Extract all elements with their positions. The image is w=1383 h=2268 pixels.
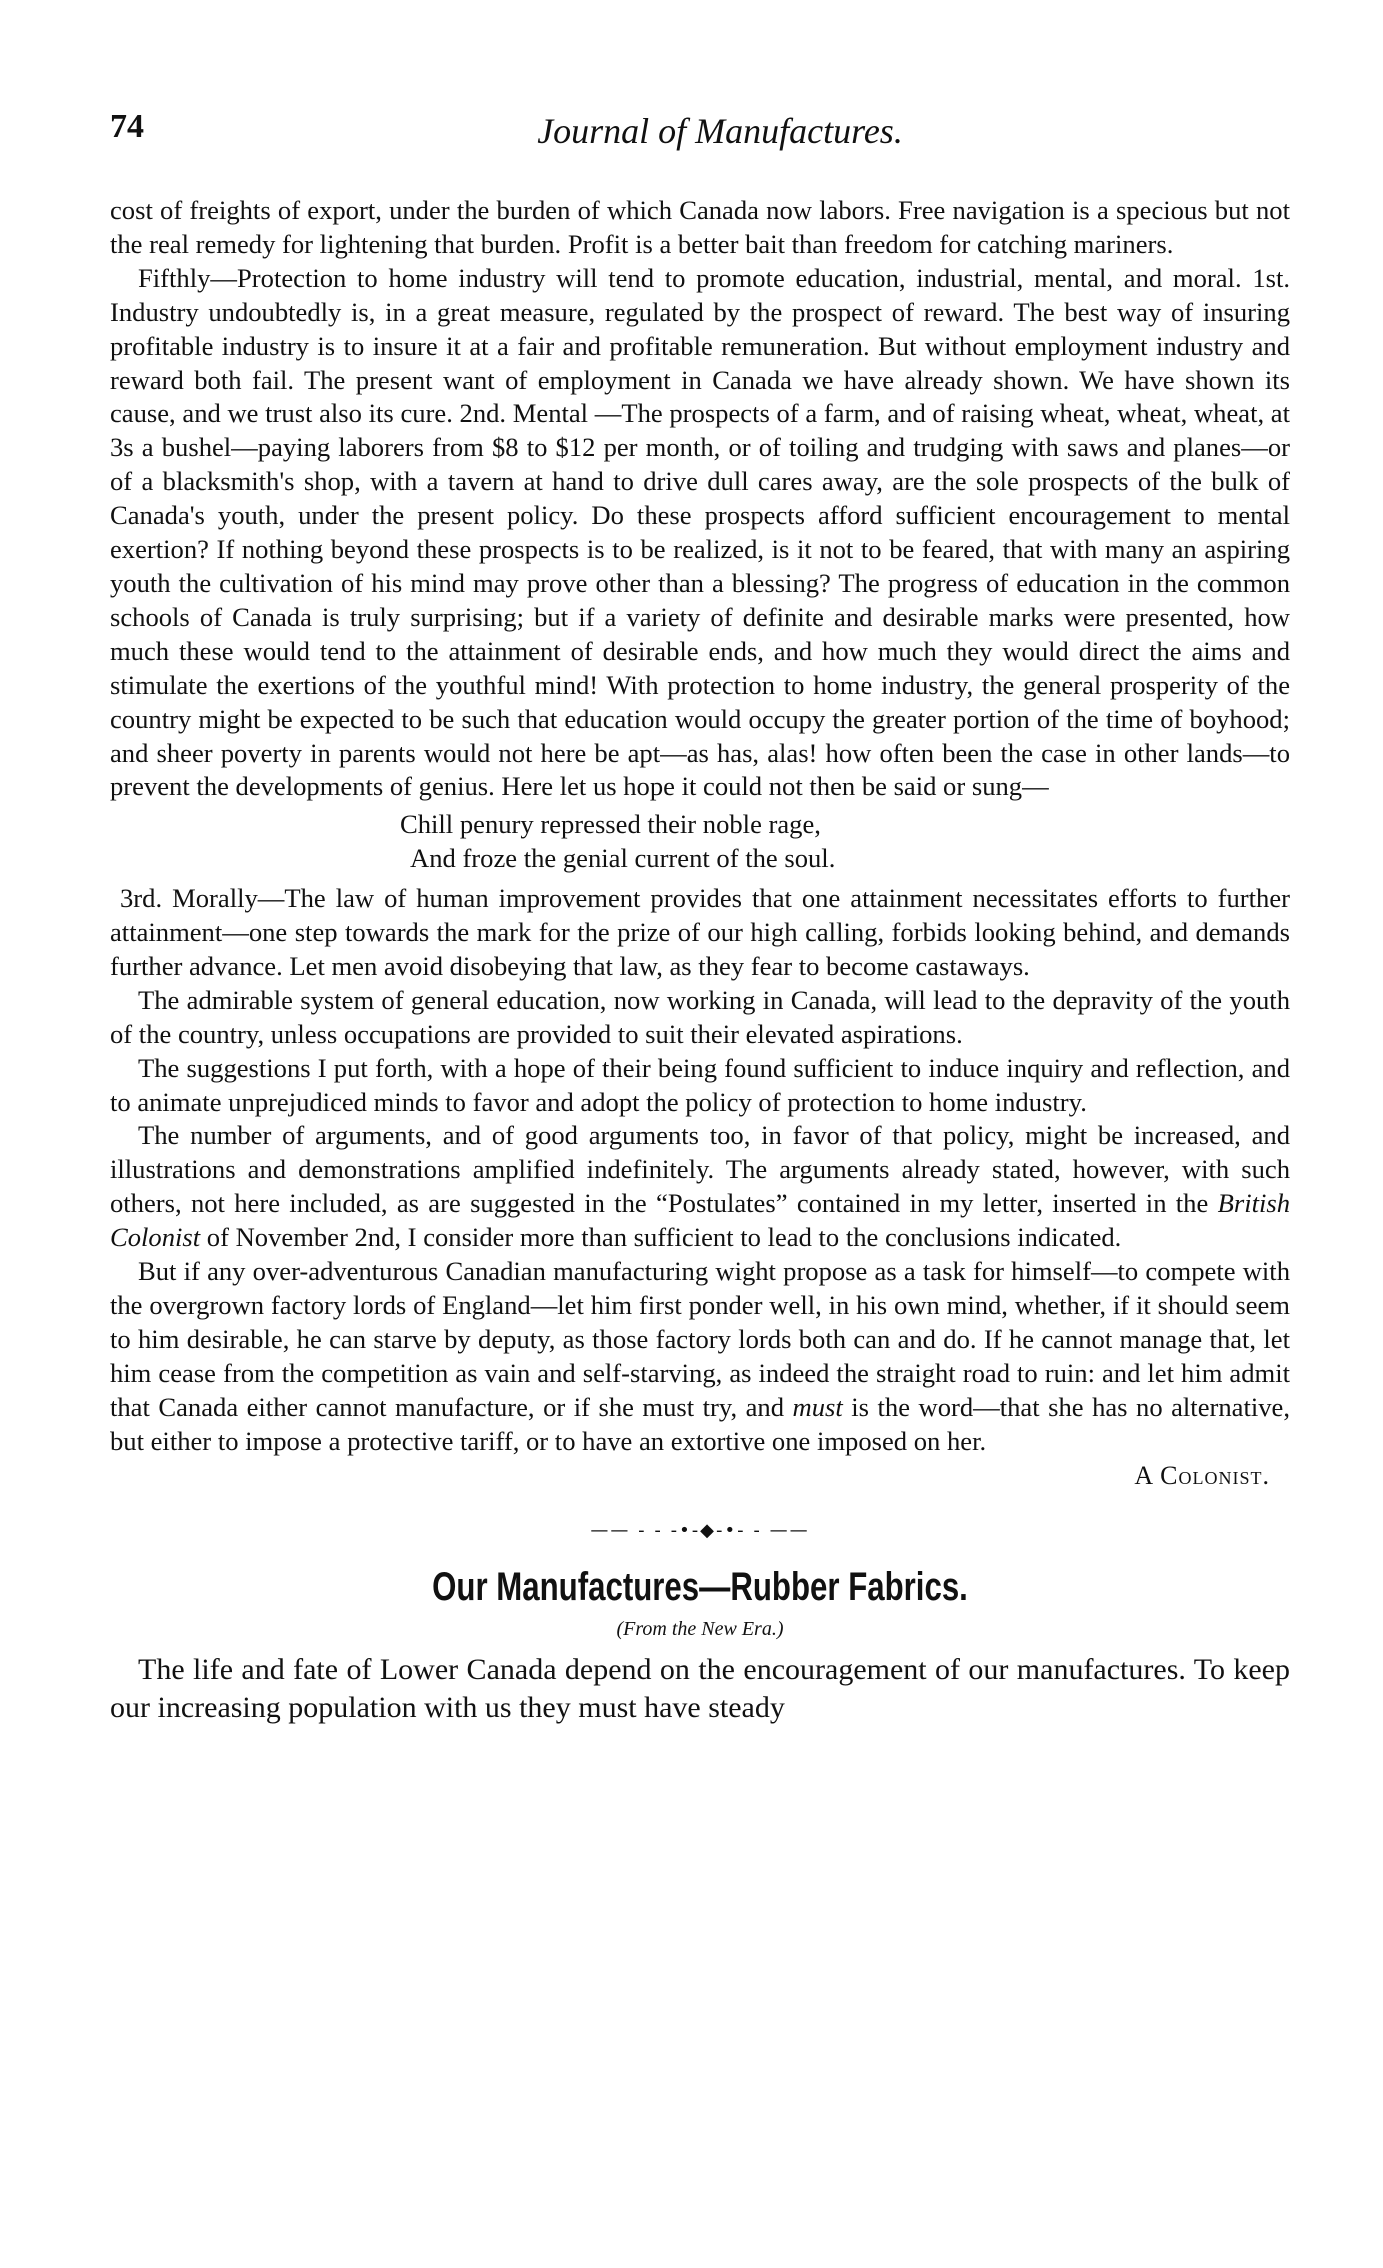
page-number: 74 (110, 108, 144, 145)
verse-quotation (110, 808, 1290, 876)
but-text-a: But if any over-adventurous Canadian manufacturing wight propose as a task for himself—to compete with the overgrown factory lords of England—let him first ponder well, in his own mind, whether, if it should seem to him desirable, he can starve by deputy, as those factory lords both can and do. If he cannot manage that, let him cease from the competition as vain and self-starving, as indeed the straight road to ruin: and let him admit that Canada either cannot manufacture, or if she must try, and (110, 1256, 1290, 1422)
article-body (110, 1651, 1290, 1727)
paragraph-fifthly: Fifthly—Protection to home industry will tend to promote education, industrial, mental, and moral. 1st. Industry undoubtedly is, in a great measure, regulated by the prospect of reward. The best way of insuring profitable industry is to insure it at a fair and profitable remuneration. But without employment industry and reward both fail. The present want of employment in Canada we have already shown. We have shown its cause, and we trust also its cure. 2nd. Mental —The prospects of a farm, and of raising wheat, wheat, wheat, at 3s a bushel—paying laborers from $8 to $12 per month, or of toiling and trudging with saws and planes—or of a blacksmith's shop, with a tavern at hand to drive dull cares away, are the sole prospects of the bulk of Canada's youth, under the present policy. Do these prospects afford sufficient encouragement to mental exertion? If nothing beyond these prospects is to be realized, is it not to be feared, that with many an aspiring youth the cultivation of his mind may prove other than a blessing? The progress of education in the common schools of Canada is truly surprising; but if a variety of definite and desirable marks were presented, how much these would tend to the attainment of desirable ends, and how much they would direct the aims and stimulate the exertions of the youthful mind! With protection to home industry, the general prosperity of the country might be expected to be such that education would occupy the greater portion of the time of boyhood; and sheer poverty in parents would not here be apt—as has, alas! how often been the case in other lands—to prevent the developments of genius. Here let us hope it could not then be said or sung— (110, 262, 1290, 802)
paragraph-but-if (110, 1255, 1290, 1458)
emphasis-must: must (792, 1391, 843, 1422)
page (110, 108, 1290, 1727)
letter-body (110, 194, 1290, 1492)
article-paragraph-1: The life and fate of Lower Canada depend on the encouragement of our manufactures. To keep our increasing population with us they must have steady (110, 1653, 1290, 1725)
section-divider: —— - - -•-◆-•- - —— (590, 1520, 810, 1542)
signature: A Colonist. (1134, 1460, 1270, 1490)
paragraph-suggestions: The suggestions I put forth, with a hope of their being found sufficient to induce inquiry and reflection, and to animate unprejudiced minds to favor and adopt the policy of protection to home industry. (110, 1052, 1290, 1117)
newspaper-title: British Colonist (110, 1188, 1290, 1253)
but-text-b: is the word—that she has no alternative, but either to impose a protective tariff, or to have an extortive one imposed on her. (110, 1391, 1290, 1456)
verse-line-1: Chill penury repressed their noble rage, (400, 809, 821, 840)
number-text-b: of November 2nd, I consider more than sufficient to lead to the conclusions indicated. (200, 1222, 1122, 1253)
paragraph-third-morally: 3rd. Morally—The law of human improvement provides that one attainment necessitates efforts to further attainment—one step towards the mark for the prize of our high calling, forbids looking behind, and demands further advance. Let men avoid disobeying that law, as they fear to become castaways. (110, 883, 1290, 981)
article-source: (From the New Era.) (616, 1618, 784, 1641)
paragraph-admirable-system: The admirable system of general education, now working in Canada, will lead to the depravity of the youth of the country, unless occupations are provided to suit their elevated aspirations. (110, 984, 1290, 1049)
verse-line-2: And froze the genial current of the soul. (410, 843, 836, 874)
article-title: Our Manufactures—Rubber Fabrics. (432, 1565, 968, 1610)
running-head (110, 108, 1290, 164)
number-text-a: The number of arguments, and of good arguments too, in favor of that policy, might be increased, and illustrations and demonstrations amplified indefinitely. The arguments already stated, however, with such others, not here included, as are suggested in the “Postulates” contained in my letter, inserted in the (110, 1120, 1290, 1219)
paragraph-continued: cost of freights of export, under the burden of which Canada now labors. Free navigation is a specious but not the real remedy for lightening that burden. Profit is a better bait than freedom for catching mariners. (110, 195, 1290, 259)
journal-title: Journal of Manufactures. (537, 111, 903, 151)
paragraph-number-of-arguments (110, 1119, 1290, 1255)
